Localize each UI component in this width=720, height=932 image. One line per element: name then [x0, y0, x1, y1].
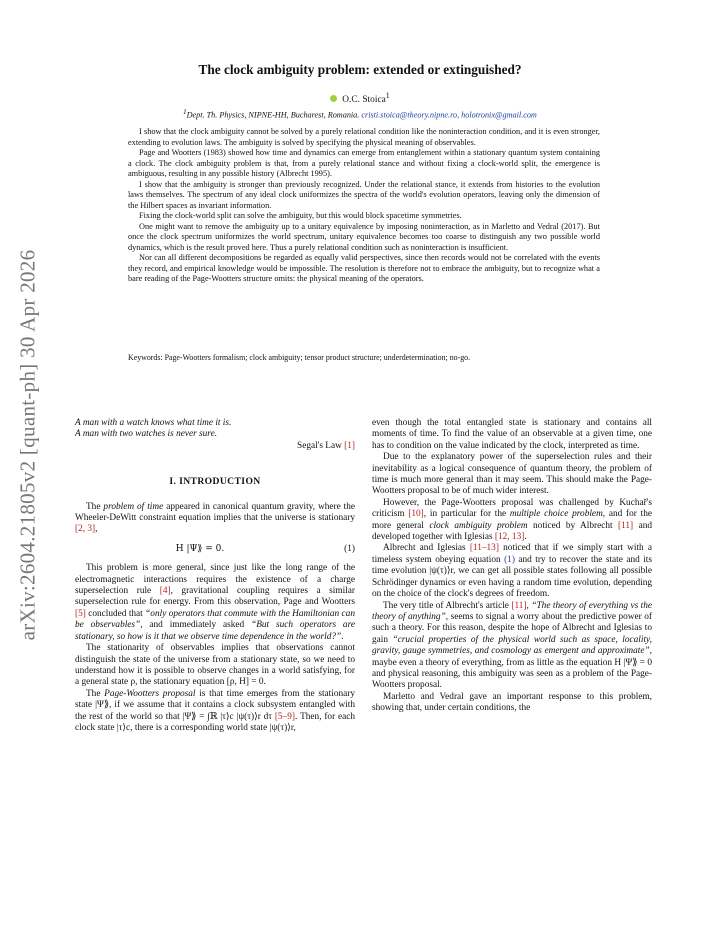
keywords: Keywords: Page-Wootters formalism; clock ambiguity; tensor product structure; underdetermination; no-go.	[128, 353, 471, 362]
citation-link[interactable]: [1]	[344, 440, 355, 451]
affiliation-text: Dept. Th. Physics, NIPNE-HH, Bucharest, Romania.	[186, 110, 360, 120]
citation-link[interactable]: [11–13]	[469, 543, 499, 554]
right-column	[372, 418, 652, 715]
paragraph: Marletto and Vedral gave an important response to this problem, showing that, under certain conditions, the	[372, 691, 652, 714]
orcid-icon[interactable]	[330, 95, 337, 102]
paragraph: The very title of Albrecht's article [11], “The theory of everything vs the theory of anything”, seems to signal a worry about the predictive power of such a theory. For this reason, despite the hope of Albrecht and Iglesias to gain “crucial properties of the physical world such as space, locality, gravity, gauge symmetries, and cosmology as emergent and approximate”, maybe even a theory of everything, from as little as the equation H |Ψ⟫ = 0 and physical reasoning, this ambiguity was seen as a problem of the Page-Wootters proposal.	[372, 600, 652, 691]
author-line	[0, 91, 720, 105]
epigraph-source-text: Segal's Law	[297, 440, 342, 451]
affiliation	[0, 109, 720, 120]
author-name: O.C. Stoica	[342, 95, 386, 106]
equation-body: H |Ψ⟫ = 0.	[175, 543, 225, 554]
paragraph: The stationarity of observables implies that observations cannot distinguish the state of the universe from a stationary state, so we need to understand how it is possible to observe changes in a world satisfying, for a general state ρ, the stationary equation [ρ, H] = 0.	[75, 643, 355, 688]
epigraph-source	[75, 441, 355, 452]
left-column	[75, 418, 355, 734]
epigraph-line: A man with a watch knows what time it is.	[75, 418, 232, 428]
equation-number: (1)	[344, 543, 355, 554]
citation-link[interactable]: [5]	[75, 608, 86, 619]
epigraph-line: A man with two watches is never sure.	[75, 429, 218, 440]
abstract-paragraph: Page and Wootters (1983) showed how time and dynamics can emerge from entanglement within a stationary quantum system containing a clock. The clock ambiguity problem is that, from a purely relational stance and without fixing a clock-world split, the emergence is ambiguous, resulting in any possible history (Albrecht 1995).	[128, 148, 600, 178]
citation-link[interactable]: [12, 13]	[494, 532, 525, 543]
section-heading: I. INTRODUCTION	[169, 476, 261, 488]
equation-1	[75, 544, 355, 555]
abstract-paragraph: I show that the ambiguity is stronger than previously recognized. Under the relational stance, it extends from histories to the evolution laws themselves. The spectrum of any ideal clock uniformizes the spectra of the world's evolution operators, leaving only the dimension of the Hilbert spaces as invariant information.	[128, 179, 600, 210]
affiliation-emails[interactable]: cristi.stoica@theory.nipne.ro, holotronix@gmail.com	[361, 110, 537, 120]
paragraph: This problem is more general, since just like the long range of the electromagnetic interactions requires the existence of a charge superselection rule [4], gravitational coupling requires a similar superselection rule for energy. From this observation, Page and Wootters [5] concluded that “only operators that commute with the Hamiltonian can be observables”, and immediately asked “But such operators are stationary, so how is it that we observe time dependence in the world?”.	[75, 563, 355, 642]
paragraph: The Page-Wootters proposal is that time emerges from the stationary state |Ψ⟫, if we assume that it contains a clock subsystem entangled with the rest of the world so that |Ψ⟫ = ∫ℝ |τ⟩c |ψ(τ)⟩r dτ [5–9]. Then, for each clock state |τ⟩c, there is a corresponding world state |ψ(τ)⟩r,	[75, 688, 356, 733]
paragraph: However, the Page-Wootters proposal was challenged by Kuchař's criticism [10], in particular for the multiple choice problem, and for the more general clock ambiguity problem noticed by Albrecht [11] and developed together with Iglesias [12, 13].	[372, 497, 652, 543]
citation-link[interactable]: [2, 3]	[75, 524, 96, 535]
abstract-paragraph: Fixing the clock-world split can solve the ambiguity, but this would block spacetime symmetries.	[139, 211, 462, 220]
equation-ref-link[interactable]: (1)	[504, 554, 515, 565]
citation-link[interactable]: [5–9]	[274, 711, 295, 722]
abstract-paragraph: I show that the clock ambiguity cannot be solved by a purely relational condition like the noninteraction condition, and it is even stronger, extending to evolution laws. The ambiguity is solved by specifying the physical meaning of observables.	[128, 127, 600, 147]
author-sup: 1	[385, 91, 390, 100]
paragraph: Due to the explanatory power of the superselection rules and their inevitability as a logical consequence of quantum theory, the problem of time is much more general than it may seem. This should make the Page-Wootters proposal to be of much wider interest.	[372, 452, 652, 497]
paragraph: Albrecht and Iglesias [11–13] noticed that if we simply start with a timeless system obeying equation (1) and try to recover the state and its time evolution |ψ(τ)⟩r, we can get all possible states following all possible Schrödinger dynamics or even having a random time evolution, depending on the choice of the clock's degrees of freedom.	[372, 543, 652, 600]
paragraph: even though the total entangled state is stationary and contains all moments of time. To find the value of an observable at a given time, one has to condition on the value indicated by the clock, interpreted as time.	[372, 418, 652, 451]
paper-title: The clock ambiguity problem: extended or extinguished?	[198, 62, 522, 77]
paragraph: The problem of time appeared in canonical quantum gravity, where the Wheeler-DeWitt constraint equation implies that the universe is stationary [2, 3],	[75, 501, 356, 535]
abstract-paragraph: One might want to remove the ambiguity up to a unitary equivalence by imposing noninteraction, as in Marletto and Vedral (2017). But once the clock spectrum uniformizes the world spectrum, unitary equivalence becomes too coarse to distinguish any two possible world dynamics, which is the result proved here. Thus a purely relational condition such as noninteraction is insufficient.	[128, 221, 600, 252]
citation-link[interactable]: [10]	[408, 509, 424, 520]
citation-link[interactable]: [11]	[617, 520, 634, 531]
abstract	[128, 127, 600, 285]
citation-link[interactable]: [11]	[511, 600, 527, 611]
citation-link[interactable]: [4]	[159, 586, 171, 597]
arxiv-stamp: arXiv:2604.21805v2 [quant-ph] 30 Apr 2026	[15, 249, 40, 641]
affiliation-sup: 1	[183, 109, 187, 116]
abstract-paragraph: Nor can all different decompositions be regarded as equally valid perspectives, since then records would not be correlated with the events they record, and empirical knowledge would be impossible. The resolution is therefore not to embrace the ambiguity, but to recognize what a bare reading of the Page-Wootters structure omits: the physical meaning of the operators.	[128, 253, 600, 283]
